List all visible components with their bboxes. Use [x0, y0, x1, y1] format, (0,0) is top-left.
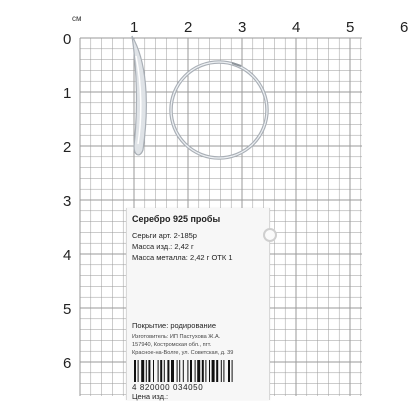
barcode-bar: [212, 360, 215, 382]
ruler-y-label: 2: [63, 139, 72, 156]
ruler-y-label: 1: [63, 85, 72, 102]
tag-title: Серебро 925 пробы: [132, 214, 221, 224]
barcode-bar: [195, 360, 196, 382]
tag-maker-line: Красное-на-Волге, ул. Советская, д. 39: [132, 350, 234, 356]
barcode-bar: [138, 360, 139, 382]
ruler-x-label: 3: [238, 19, 247, 36]
barcode-bar: [209, 360, 210, 382]
tag-coating: Покрытие: родирование: [132, 321, 217, 330]
unit-label: см: [72, 14, 82, 23]
barcode-bar: [221, 360, 222, 382]
barcode-bar: [197, 360, 200, 382]
barcode-bar: [171, 360, 174, 382]
barcode-bar: [228, 360, 230, 382]
barcode-bar: [187, 360, 188, 382]
barcode-number: 4 820000 034050: [132, 383, 204, 392]
barcode-bar: [232, 360, 233, 382]
tag-maker-line: 157940, Костромская обл., пгт.: [132, 342, 212, 348]
ruler-x-label: 6: [400, 19, 408, 36]
barcode-bar: [167, 360, 169, 382]
barcode-bar: [134, 360, 136, 382]
tag-hole: [263, 228, 277, 242]
barcode-bar: [160, 360, 162, 382]
ruler-y-label: 6: [63, 355, 72, 372]
tag-article: Серьги арт. 2-185р: [132, 231, 197, 240]
barcode-bar: [177, 360, 178, 382]
barcode-bar: [202, 360, 204, 382]
tag-weight: Масса изд.: 2,42 г: [132, 242, 194, 251]
barcode-bar: [148, 360, 150, 382]
barcode-bar: [158, 360, 159, 382]
barcode-bar: [179, 360, 180, 382]
barcode-bar: [141, 360, 144, 382]
barcode: [132, 360, 260, 382]
barcode-bar: [205, 360, 206, 382]
ruler-x-label: 5: [346, 19, 355, 36]
barcode-bar: [183, 360, 184, 382]
barcode-bar: [223, 360, 224, 382]
ruler-y-label: 0: [63, 31, 72, 48]
barcode-bar: [164, 360, 165, 382]
ruler-y-label: 3: [63, 193, 72, 210]
barcode-bar: [190, 360, 192, 382]
ruler-y-label: 5: [63, 301, 72, 318]
price-label: Цена изд.:: [132, 392, 169, 401]
ruler-x-label: 1: [130, 19, 139, 36]
barcode-bar: [146, 360, 147, 382]
barcode-bar: [216, 360, 218, 382]
ruler-x-label: 2: [184, 19, 193, 36]
tag-metal-weight: Масса металла: 2,42 г ОТК 1: [132, 253, 233, 262]
ruler-x-label: 4: [292, 19, 301, 36]
barcode-bar: [153, 360, 154, 382]
ruler-y-label: 4: [63, 247, 72, 264]
tag-maker-line: Изготовитель: ИП Пастухова Ж.А.: [132, 334, 221, 340]
